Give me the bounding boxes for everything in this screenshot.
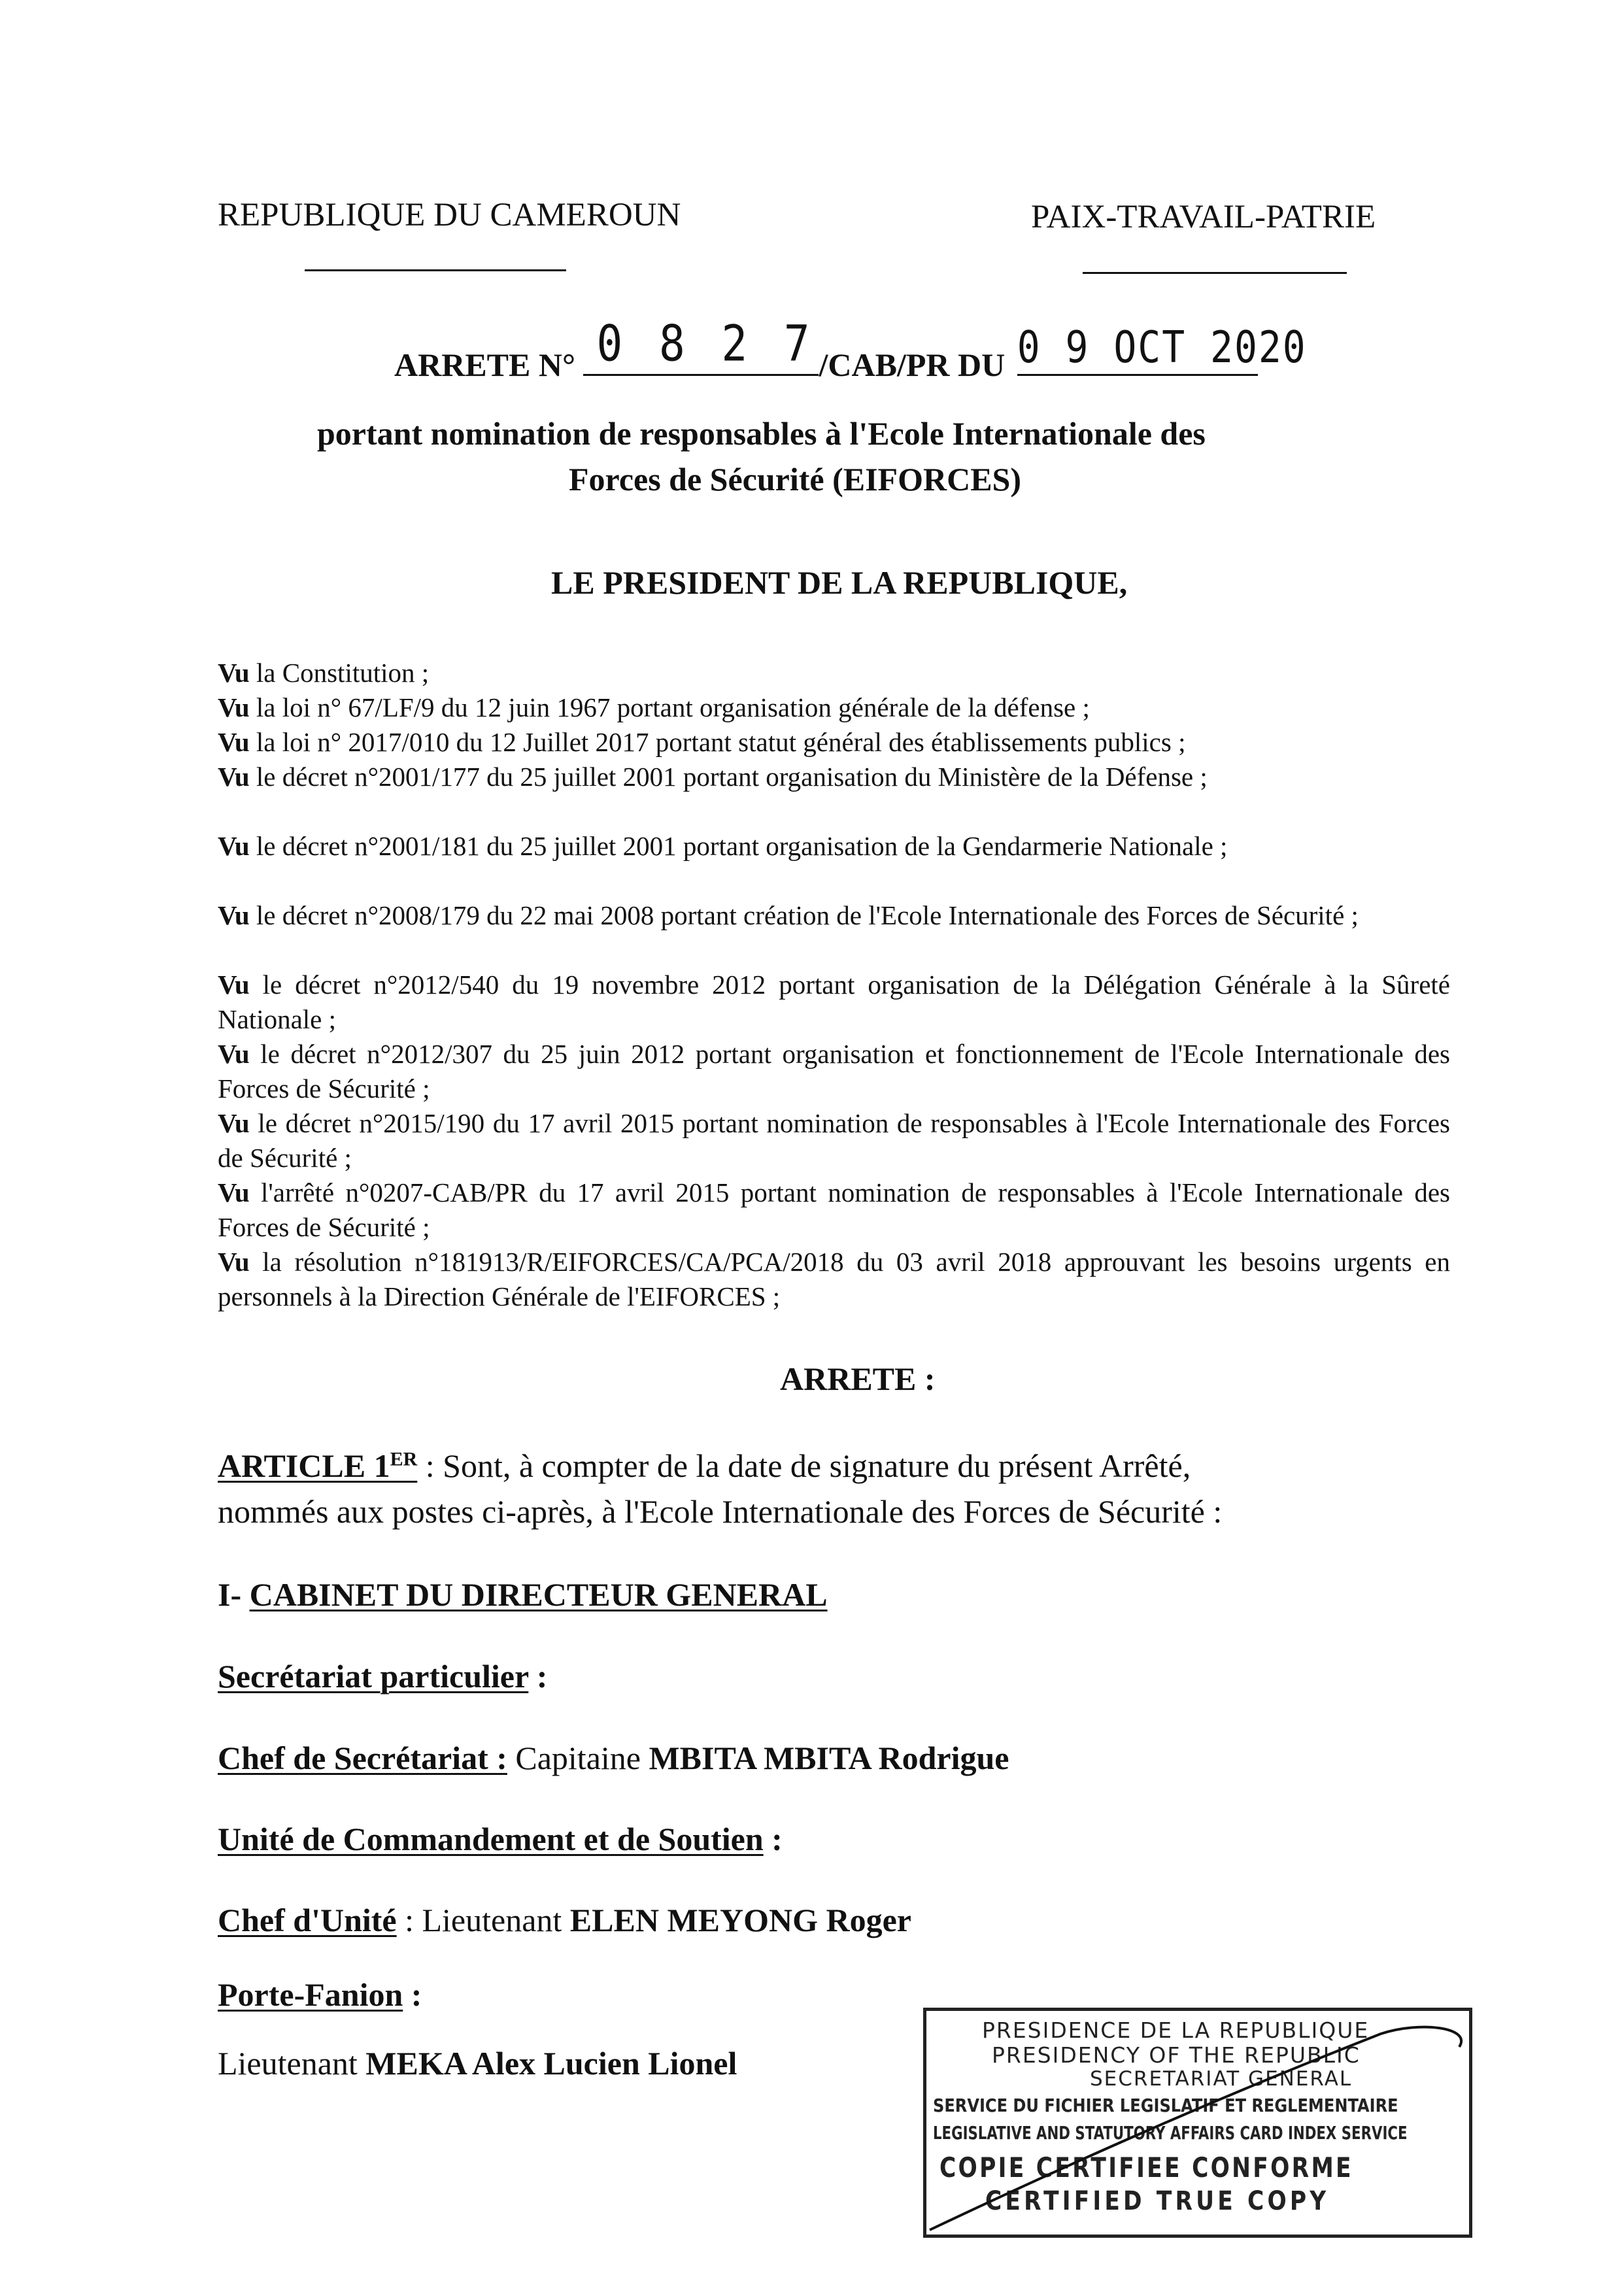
secretariat-label: Secrétariat particulier <box>218 1658 529 1695</box>
visa-10 <box>218 1175 1450 1245</box>
visa-vu: Vu <box>218 692 250 722</box>
visa-text: le décret n°2001/181 du 25 juillet 2001 portant organisation de la Gendarmerie Nationale ; <box>249 831 1228 861</box>
decree-subject-line1: portant nomination de responsables à l'Ecole Internationale des <box>317 415 1206 452</box>
stamp-signature-stroke <box>923 2008 1472 2238</box>
visa-text: le décret n°2015/190 du 17 avril 2015 portant nomination de responsables à l'Ecole Internationale des Forces de Sécurité ; <box>218 1108 1450 1173</box>
visa-text: la loi n° 2017/010 du 12 Juillet 2017 portant statut général des établissements publics ; <box>249 727 1186 757</box>
porte-fanion-rank: Lieutenant <box>218 2045 366 2082</box>
porte-fanion-colon: : <box>403 1976 422 2013</box>
visa-9 <box>218 1106 1450 1175</box>
stamp-line-6: COPIE CERTIFIEE CONFORME <box>939 2151 1353 2184</box>
decree-cab: /CAB/PR DU <box>819 346 1006 383</box>
visa-text: la résolution n°181913/R/EIFORCES/CA/PCA/2018 du 03 avril 2018 approuvant les besoins urgents en personnels à la Direction Générale de l'EIFORCES ; <box>218 1247 1450 1311</box>
unite-label: Unité de Commandement et de Soutien <box>218 1821 764 1857</box>
visa-vu: Vu <box>218 1247 250 1277</box>
section-title: CABINET DU DIRECTEUR GENERAL <box>249 1576 828 1613</box>
header-left: REPUBLIQUE DU CAMEROUN <box>218 197 681 233</box>
decree-title-line <box>394 314 1307 384</box>
stamp-line-2: PRESIDENCY OF THE REPUBLIC <box>992 2042 1361 2068</box>
decree-number-handwritten: 0 8 2 7 <box>596 314 815 373</box>
visa-8 <box>218 1037 1450 1106</box>
visa-11 <box>218 1245 1450 1314</box>
decree-number-field <box>583 314 819 376</box>
chef-secretariat-name: MBITA MBITA Rodrigue <box>649 1740 1009 1776</box>
secretariat-colon: : <box>528 1658 548 1695</box>
chef-secretariat-line <box>218 1739 1009 1777</box>
secretariat-heading <box>218 1657 547 1695</box>
porte-fanion-name: MEKA Alex Lucien Lionel <box>365 2045 737 2082</box>
chef-secretariat-label: Chef de Secrétariat : <box>218 1740 507 1776</box>
visa-5 <box>218 829 1450 864</box>
section-heading <box>218 1576 828 1613</box>
visa-text: le décret n°2001/177 du 25 juillet 2001 portant organisation du Ministère de la Défense ; <box>249 762 1208 792</box>
visa-vu: Vu <box>218 1039 250 1069</box>
visa-text: le décret n°2012/540 du 19 novembre 2012 portant organisation de la Délégation Générale à la Sûreté Nationale ; <box>218 970 1450 1034</box>
header-right: PAIX-TRAVAIL-PATRIE <box>1031 199 1376 235</box>
porte-fanion-line <box>218 2044 737 2082</box>
chef-unite-name: ELEN MEYONG Roger <box>569 1902 911 1938</box>
stamp-line-7: CERTIFIED TRUE COPY <box>985 2186 1330 2216</box>
article1-line1 <box>218 1447 1191 1485</box>
certification-stamp <box>923 2008 1472 2238</box>
chef-unite-line <box>218 1901 911 1939</box>
visa-vu: Vu <box>218 900 250 930</box>
stamp-line-3: SECRETARIAT GENERAL <box>1090 2067 1353 2091</box>
porte-fanion-heading <box>218 1976 422 2014</box>
chef-secretariat-rank: Capitaine <box>507 1740 649 1776</box>
section-number: I- <box>218 1576 250 1613</box>
stamp-line-1: PRESIDENCE DE LA REPUBLIQUE <box>982 2017 1370 2043</box>
visa-text: la Constitution ; <box>249 658 430 688</box>
visa-6 <box>218 898 1450 933</box>
visa-vu: Vu <box>218 1177 250 1207</box>
article1-text-1: : Sont, à compter de la date de signature du présent Arrêté, <box>417 1447 1191 1484</box>
visa-text: le décret n°2012/307 du 25 juin 2012 portant organisation et fonctionnement de l'Ecole Internationale des Forces de Sécurité ; <box>218 1039 1450 1104</box>
unite-heading <box>218 1820 783 1858</box>
chef-unite-label: Chef d'Unité <box>218 1902 397 1938</box>
decree-date-field <box>1017 321 1307 376</box>
visa-text: l'arrêté n°0207-CAB/PR du 17 avril 2015 portant nomination de responsables à l'Ecole Internationale des Forces de Sécurité ; <box>218 1177 1450 1242</box>
decree-date-stamped: 0 9 OCT 2020 <box>1017 321 1307 373</box>
visa-vu: Vu <box>218 727 250 757</box>
porte-fanion-label: Porte-Fanion <box>218 1976 403 2013</box>
visa-text: la loi n° 67/LF/9 du 12 juin 1967 portant organisation générale de la défense ; <box>249 692 1090 722</box>
visa-text: le décret n°2008/179 du 22 mai 2008 portant création de l'Ecole Internationale des Forces de Sécurité ; <box>249 900 1359 930</box>
visa-vu: Vu <box>218 762 250 792</box>
header-left-rule <box>305 269 566 271</box>
article1-label: ARTICLE 1ER <box>218 1447 418 1484</box>
visa-7 <box>218 968 1450 1037</box>
chef-unite-rank: : Lieutenant <box>396 1902 570 1938</box>
visa-vu: Vu <box>218 831 250 861</box>
decree-prefix: ARRETE N° <box>394 346 575 383</box>
stamp-line-4: SERVICE DU FICHIER LEGISLATIF ET REGLEMENTAIRE <box>933 2095 1398 2116</box>
arrete-heading: ARRETE : <box>780 1360 936 1397</box>
visa-2 <box>218 690 1450 725</box>
article1-line2: nommés aux postes ci-après, à l'Ecole Internationale des Forces de Sécurité : <box>218 1493 1223 1530</box>
stamp-line-5: LEGISLATIVE AND STATUTORY AFFAIRS CARD INDEX SERVICE <box>933 2122 1408 2144</box>
visa-vu: Vu <box>218 970 250 1000</box>
unite-colon: : <box>763 1821 783 1857</box>
visa-4 <box>218 760 1450 794</box>
visa-vu: Vu <box>218 658 250 688</box>
visa-1 <box>218 656 1450 690</box>
header-right-rule <box>1083 272 1347 274</box>
visa-3 <box>218 725 1450 760</box>
visa-vu: Vu <box>218 1108 250 1138</box>
decree-subject-line2: Forces de Sécurité (EIFORCES) <box>569 461 1022 498</box>
president-heading: LE PRESIDENT DE LA REPUBLIQUE, <box>551 564 1128 601</box>
